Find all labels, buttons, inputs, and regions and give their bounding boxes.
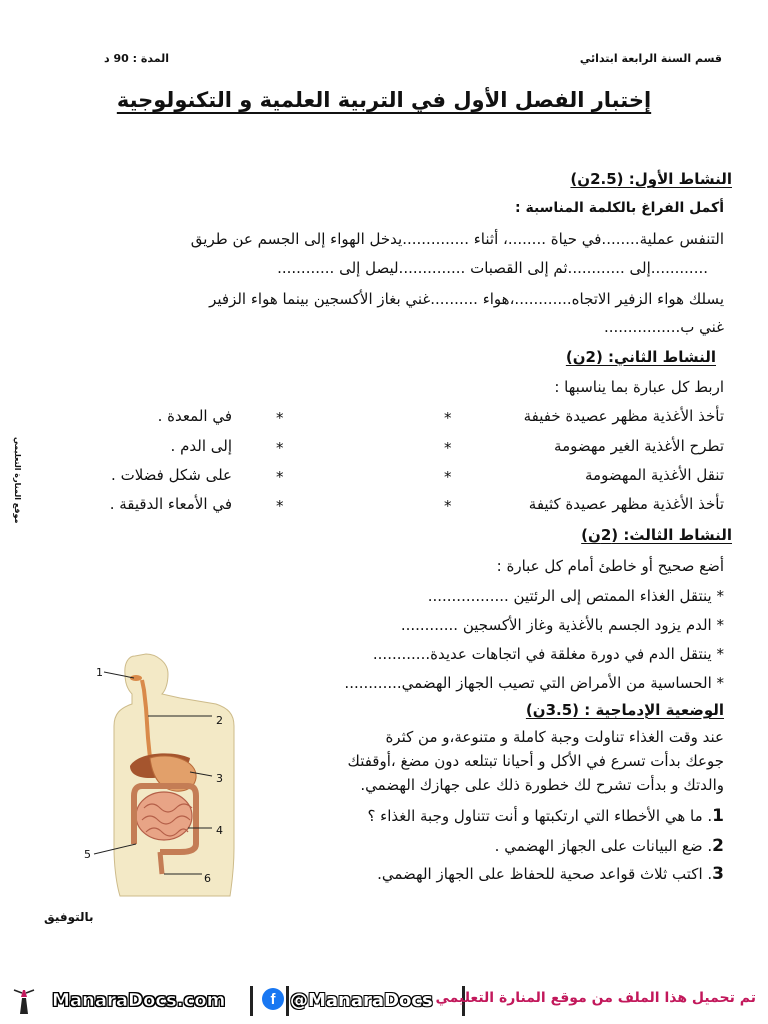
- footer-download-note: تم تحميل هذا الملف من موقع المنارة التعليمي: [435, 990, 756, 1006]
- activity1-instruction: أكمل الفراغ بالكلمة المناسبة :: [514, 200, 724, 216]
- diagram-label: 5: [84, 848, 91, 861]
- manara-logo-icon: [10, 984, 38, 1018]
- footer-social-handle[interactable]: @ManaraDocs: [290, 990, 433, 1011]
- question-text: . اكتب ثلاث قواعد صحية للحفاظ على الجهاز الهضمي.: [377, 865, 713, 883]
- tf-statement: * ينتقل الدم في دورة مغلقة في اتجاهات عديدة............: [372, 645, 724, 663]
- diagram-label: 3: [216, 772, 223, 785]
- match-dot: *: [444, 409, 452, 427]
- school-level: قسم السنة الرابعة ابتدائي: [579, 52, 722, 65]
- question-2: [495, 836, 724, 856]
- activity2-heading: النشاط الثاني: (2ن): [565, 348, 716, 366]
- question-text: . ضع البيانات على الجهاز الهضمي .: [494, 837, 713, 855]
- footer-divider: [286, 986, 289, 1016]
- tf-statement: * ينتقل الغذاء الممتص إلى الرئتين .................: [427, 587, 724, 605]
- match-dot: *: [276, 439, 284, 457]
- diagram-label: 1: [96, 666, 103, 679]
- match-left-item: تنقل الأغذية المهضومة: [585, 466, 724, 484]
- tf-statement: * الدم يزود الجسم بالأغذية وغاز الأكسجين ............: [400, 616, 724, 634]
- diagram-label: 2: [216, 714, 223, 727]
- match-right-item: في المعدة .: [157, 407, 232, 425]
- footer-divider: [250, 986, 253, 1016]
- facebook-icon[interactable]: f: [262, 988, 284, 1010]
- integration-text: والدتك و بدأت تشرح لك خطورة ذلك على جهازك الهضمي.: [360, 776, 724, 794]
- match-left-item: تأخذ الأغذية مظهر عصيدة كثيفة: [528, 495, 724, 513]
- question-3: [377, 864, 724, 884]
- activity1-line4: غني ب................: [603, 318, 724, 336]
- footer-site-link[interactable]: ManaraDocs.com: [52, 990, 226, 1011]
- footer-banner: [0, 978, 768, 1024]
- question-number: 1: [712, 806, 724, 826]
- question-number: 2: [712, 836, 724, 856]
- integration-text: عند وقت الغذاء تناولت وجبة كاملة و متنوعة،و من كثرة: [385, 728, 724, 746]
- diagram-label: 4: [216, 824, 223, 837]
- exam-title: إختبار الفصل الأول في التربية العلمية و التكنولوجية: [116, 88, 652, 112]
- integration-text: جوعك بدأت تسرع في الأكل و أحيانا تبتلعه دون مضغ ،أوقفتك: [347, 752, 724, 770]
- match-dot: *: [444, 439, 452, 457]
- digestive-system-diagram: [80, 648, 250, 898]
- match-dot: *: [444, 468, 452, 486]
- exam-duration: المدة : 90 د: [104, 52, 169, 65]
- question-text: . ما هي الأخطاء التي ارتكبتها و أنت تتناول وجبة الغذاء ؟: [367, 807, 713, 825]
- activity3-instruction: أضع صحيح أو خاطئ أمام كل عبارة :: [496, 557, 724, 575]
- activity1-heading: النشاط الأول: (2.5ن): [570, 170, 732, 188]
- activity1-line1: التنفس عملية........في حياة ........، أثناء ..............يدخل الهواء إلى الجسم عن طريق: [190, 230, 724, 248]
- activity3-heading: النشاط الثالث: (2ن): [581, 526, 732, 544]
- diagram-label: 6: [204, 872, 211, 885]
- match-right-item: في الأمعاء الدقيقة .: [109, 495, 232, 513]
- match-left-item: تطرح الأغذية الغير مهضومة: [554, 437, 724, 455]
- match-dot: *: [276, 409, 284, 427]
- match-dot: *: [276, 497, 284, 515]
- activity1-line2: ............إلى ............ثم إلى القصبات ..............ليصل إلى ............: [277, 259, 708, 277]
- match-dot: *: [444, 497, 452, 515]
- side-watermark: موقع المنارة التعليمي: [13, 436, 22, 524]
- tf-statement: * الحساسية من الأمراض التي تصيب الجهاز الهضمي............: [344, 674, 724, 692]
- integration-heading: الوضعية الإدماجية : (3.5ن): [525, 701, 724, 719]
- match-left-item: تأخذ الأغذية مظهر عصيدة خفيفة: [523, 407, 724, 425]
- activity2-instruction: اربط كل عبارة بما يناسبها :: [554, 378, 724, 396]
- closing-text: بالتوفيق: [44, 910, 94, 924]
- question-number: 3: [712, 864, 724, 884]
- match-right-item: إلى الدم .: [170, 437, 232, 455]
- match-dot: *: [276, 468, 284, 486]
- activity1-line3: يسلك هواء الزفير الاتجاه............،هواء ..........غني بغاز الأكسجين بينما هواء الزفير: [209, 290, 724, 308]
- match-right-item: على شكل فضلات .: [111, 466, 232, 484]
- question-1: [367, 806, 724, 826]
